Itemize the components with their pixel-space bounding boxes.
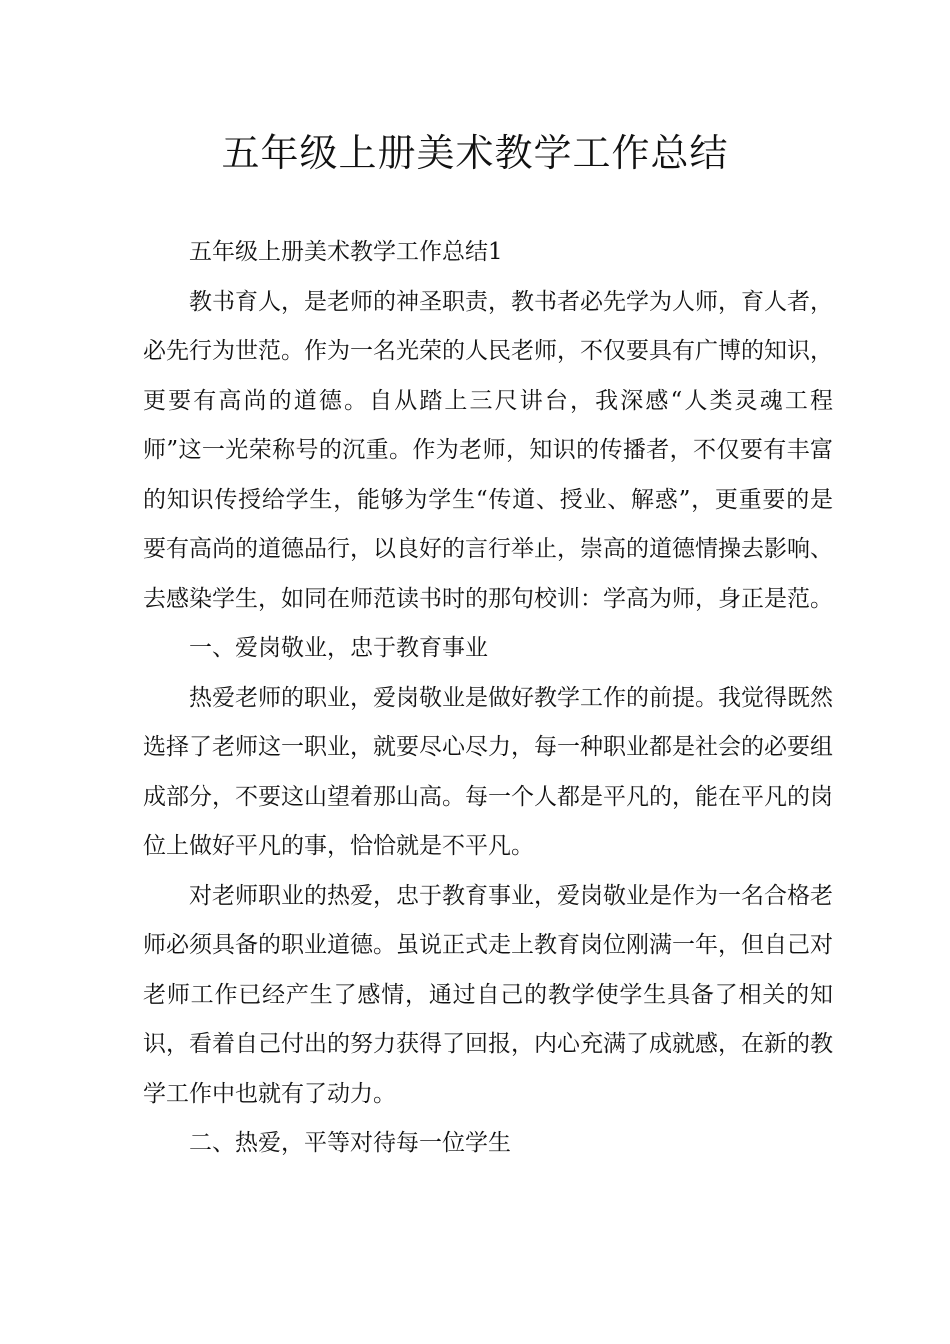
section-subtitle: 五年级上册美术教学工作总结1 [189, 239, 503, 265]
paragraph-1: 热爱老师的职业，爱岗敬业是做好教学工作的前提。我觉得既然选择了老师这一职业，就要尽心尽力，每一种职业都是社会的必要组成部分，不要这山望着那山高。每一个人都是平凡的，能在平凡的岗位上做好平凡的事，恰恰就是不平凡。 [143, 684, 833, 859]
section-heading-1: 一、爱岗敬业，忠于教育事业 [189, 635, 488, 661]
document-title: 五年级上册美术教学工作总结 [221, 131, 729, 175]
paragraph-2: 对老师职业的热爱，忠于教育事业，爱岗敬业是作为一名合格老师必须具备的职业道德。虽说正式走上教育岗位刚满一年，但自己对老师工作已经产生了感情，通过自己的教学使学生具备了相关的知识，看着自己付出的努力获得了回报，内心充满了成就感，在新的教学工作中也就有了动力。 [143, 882, 833, 1107]
section-heading-2: 二、热爱，平等对待每一位学生 [189, 1130, 511, 1156]
paragraph-intro: 教书育人，是老师的神圣职责，教书者必先学为人师，育人者，必先行为世范。作为一名光荣的人民老师，不仅要具有广博的知识，更要有高尚的道德。自从踏上三尺讲台，我深感“人类灵魂工程师”这一光荣称号的沉重。作为老师，知识的传播者，不仅要有丰富的知识传授给学生，能够为学生“传道、授业、解惑”，更重要的是要有高尚的道德品行，以良好的言行举止，崇高的道德情操去影响、去感染学生，如同在师范读书时的那句校训：学高为师，身正是范。 [143, 288, 833, 612]
document-body [143, 228, 833, 1169]
